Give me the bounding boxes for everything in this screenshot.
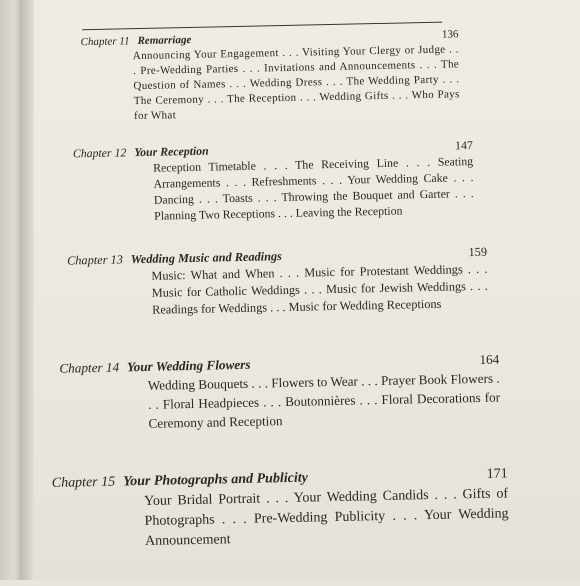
chapter-contents: Reception Timetable . . . The Receiving Line . . . Seating Arrangements . . . Refreshments . . . Your Wedding Cake . . . Dancing . . . Toasts . . . Throwing the Bouquet and Garter . . . Planning Two Receptions . . . Leaving the Reception (153, 154, 474, 223)
chapter-page-number: 159 (468, 244, 488, 260)
adjacent-page-edge (0, 0, 20, 580)
chapter-label: Chapter 14 (59, 359, 120, 376)
toc-entry-chapter-13 (67, 244, 488, 321)
chapter-label: Chapter 12 (72, 145, 127, 161)
toc-entry-chapter-12 (73, 137, 475, 225)
chapter-contents: Your Bridal Portrait . . . Your Wedding Candids . . . Gifts of Photographs . . . Pre-Wedding Publicity . . . Your Wedding Announcement (144, 486, 509, 550)
toc-entry-chapter-14 (59, 350, 500, 435)
chapter-label: Chapter 13 (66, 252, 123, 268)
chapter-title: Your Photographs and Publicity (122, 470, 309, 490)
toc-entry-chapter-15 (52, 464, 510, 554)
chapter-title: Your Reception (134, 143, 209, 160)
chapter-contents: Wedding Bouquets . . . Flowers to Wear . . . Prayer Book Flowers . . . Floral Headpieces . . . Boutonnières . . . Floral Decorations for Ceremony and Reception (147, 370, 501, 431)
chapter-label: Chapter 11 (80, 35, 130, 49)
chapter-title: Wedding Music and Readings (130, 249, 283, 267)
chapter-page-number: 164 (479, 351, 500, 367)
chapter-contents: Announcing Your Engagement . . . Visiting Your Clergy or Judge . . . Pre-Wedding Parties . . . Invitations and Announcements . . . The Question of Names . . . Wedding Dress . . . The Wedding Party . . . The Ceremony . . . The Reception . . . Wedding Gifts . . . Who Pays for What (132, 43, 460, 123)
chapter-title: Remarriage (137, 33, 192, 48)
chapter-page-number: 147 (454, 138, 473, 153)
chapter-page-number: 136 (441, 28, 459, 41)
book-page (34, 0, 580, 580)
chapter-label: Chapter 15 (51, 474, 116, 491)
chapter-title: Your Wedding Flowers (126, 356, 251, 375)
toc-entry-chapter-11 (80, 27, 460, 125)
chapter-page-number: 171 (486, 466, 508, 482)
chapter-contents: Music: What and When . . . Music for Protestant Weddings . . . Music for Catholic Weddings . . . Music for Jewish Weddings . . . Readings for Weddings . . . Music for Wedding Receptions (151, 261, 488, 317)
table-of-contents (28, 0, 580, 586)
